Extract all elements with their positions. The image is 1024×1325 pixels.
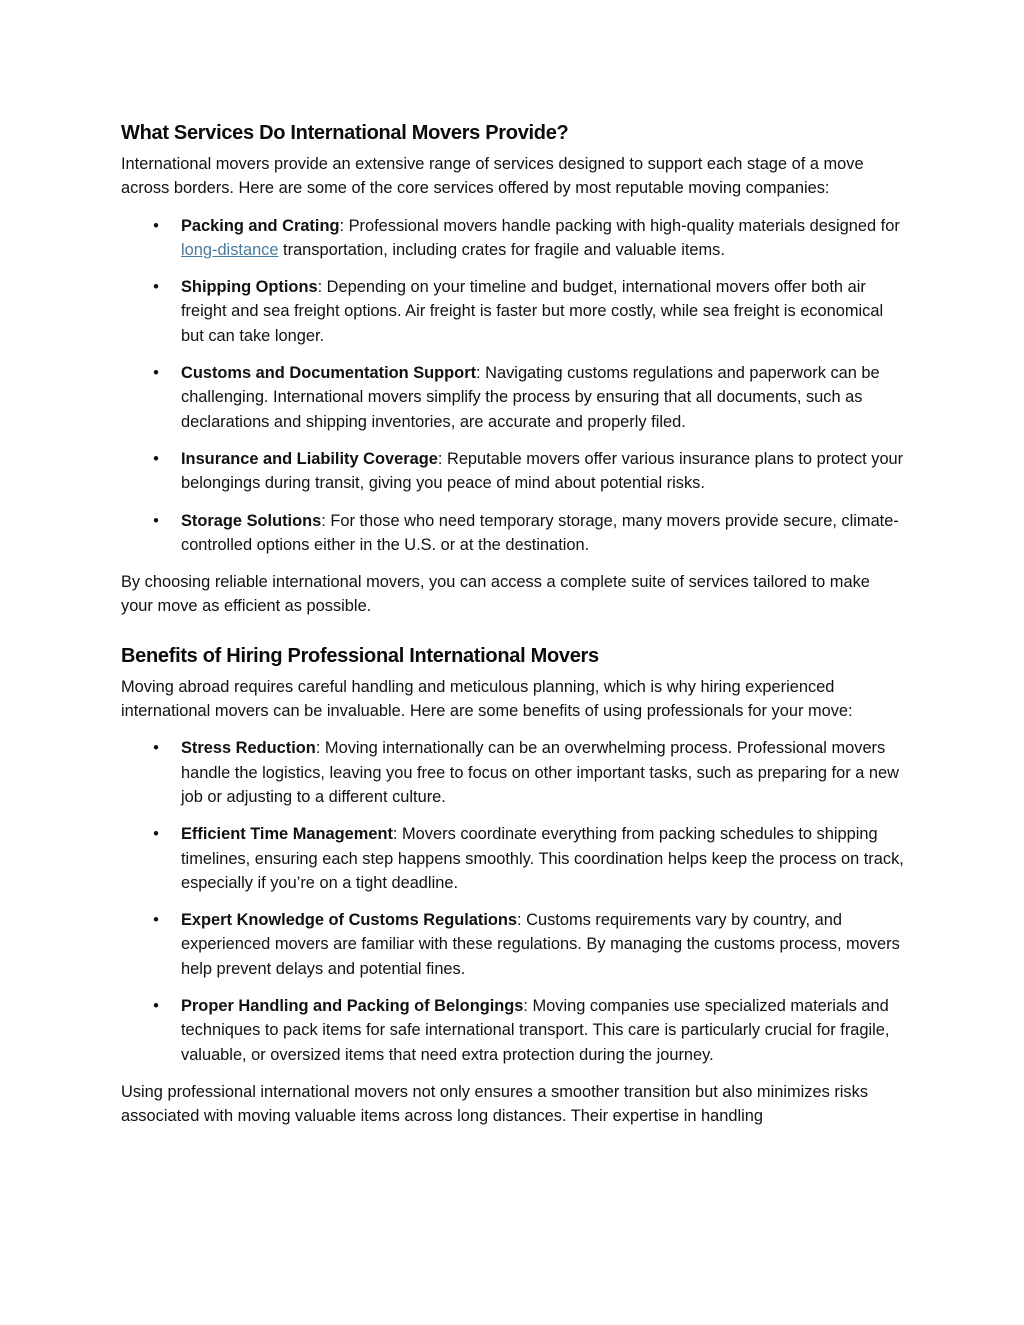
item-title: Efficient Time Management bbox=[181, 825, 393, 844]
item-text: : For those who need temporary storage, many movers provide secure, climate-controlled options either in the U.S. or at the destination. bbox=[181, 511, 899, 554]
item-title: Stress Reduction bbox=[181, 739, 316, 758]
bullet-icon: • bbox=[153, 216, 159, 235]
item-text: : Depending on your timeline and budget, international movers offer both air freight and sea freight options. Air freight is faster but more costly, while sea freight is economical but can take longer. bbox=[181, 278, 884, 345]
item-text: transportation, including crates for fragile and valuable items. bbox=[278, 240, 725, 259]
bullet-icon: • bbox=[153, 739, 159, 758]
item-title: Expert Knowledge of Customs Regulations bbox=[181, 911, 518, 930]
list-item bbox=[121, 447, 905, 496]
item-text: : Moving companies use specialized materials and techniques to pack items for safe international transport. This care is particularly crucial for fragile, valuable, or oversized items that need extra protection during the journey. bbox=[181, 997, 890, 1064]
bullet-icon: • bbox=[153, 364, 159, 383]
item-text: : Reputable movers offer various insurance plans to protect your belongings during transit, giving you peace of mind about potential risks. bbox=[181, 449, 904, 493]
list-item bbox=[121, 275, 905, 348]
item-text: : Navigating customs regulations and paperwork can be challenging. International movers simplify the process by ensuring that all documents, such as declarations and shipping inventories, are accurate and properly filed. bbox=[181, 364, 880, 431]
section-outro-benefits: Using professional international movers not only ensures a smoother transition but also minimizes risks associated with moving valuable items across long distances. Their expertise in handling bbox=[121, 1082, 869, 1126]
item-title: Shipping Options bbox=[181, 278, 318, 297]
item-title: Packing and Crating bbox=[181, 216, 340, 235]
section-intro-benefits: Moving abroad requires careful handling and meticulous planning, which is why hiring experienced international movers can be invaluable. Here are some benefits of using professionals for your move: bbox=[121, 677, 853, 721]
document-page bbox=[121, 118, 905, 1129]
section-outro-services: By choosing reliable international movers, you can access a complete suite of services tailored to make your move as efficient as possible. bbox=[121, 573, 870, 616]
item-text: : Movers coordinate everything from packing schedules to shipping timelines, ensuring each step happens smoothly. This coordination helps keep the process on track, especially if you’re on a tight deadline. bbox=[181, 825, 904, 892]
list-item bbox=[121, 361, 905, 434]
item-title: Storage Solutions bbox=[181, 511, 322, 530]
list-item bbox=[121, 214, 905, 263]
item-text: : Customs requirements vary by country, and experienced movers are familiar with these regulations. By managing the customs process, movers help prevent delays and potential fines. bbox=[181, 911, 900, 978]
list-item bbox=[121, 509, 905, 558]
bullet-icon: • bbox=[153, 997, 159, 1016]
bullet-icon: • bbox=[153, 449, 159, 468]
item-title: Proper Handling and Packing of Belongings bbox=[181, 997, 524, 1016]
benefits-list bbox=[121, 736, 905, 1067]
item-title: Customs and Documentation Support bbox=[181, 364, 477, 383]
list-item bbox=[121, 822, 905, 895]
section-intro-services: International movers provide an extensive range of services designed to support each stage of a move across borders. Here are some of the core services offered by most reputable moving companies: bbox=[121, 155, 864, 198]
list-item bbox=[121, 994, 905, 1067]
section-heading-benefits: Benefits of Hiring Professional International Movers bbox=[121, 644, 599, 667]
bullet-icon: • bbox=[153, 511, 159, 530]
services-list bbox=[121, 214, 905, 558]
item-text: : Moving internationally can be an overwhelming process. Professional movers handle the logistics, leaving you free to focus on other important tasks, such as preparing for a new job or adjusting to a different culture. bbox=[181, 739, 899, 806]
section-heading-services: What Services Do International Movers Provide? bbox=[121, 122, 569, 144]
long-distance-link[interactable]: long-distance bbox=[181, 240, 279, 259]
item-text: : Professional movers handle packing with high-quality materials designed for bbox=[339, 216, 900, 235]
list-item bbox=[121, 736, 905, 809]
bullet-icon: • bbox=[153, 278, 159, 297]
bullet-icon: • bbox=[153, 911, 159, 930]
item-title: Insurance and Liability Coverage bbox=[181, 449, 438, 468]
list-item bbox=[121, 908, 905, 981]
bullet-icon: • bbox=[153, 825, 159, 844]
